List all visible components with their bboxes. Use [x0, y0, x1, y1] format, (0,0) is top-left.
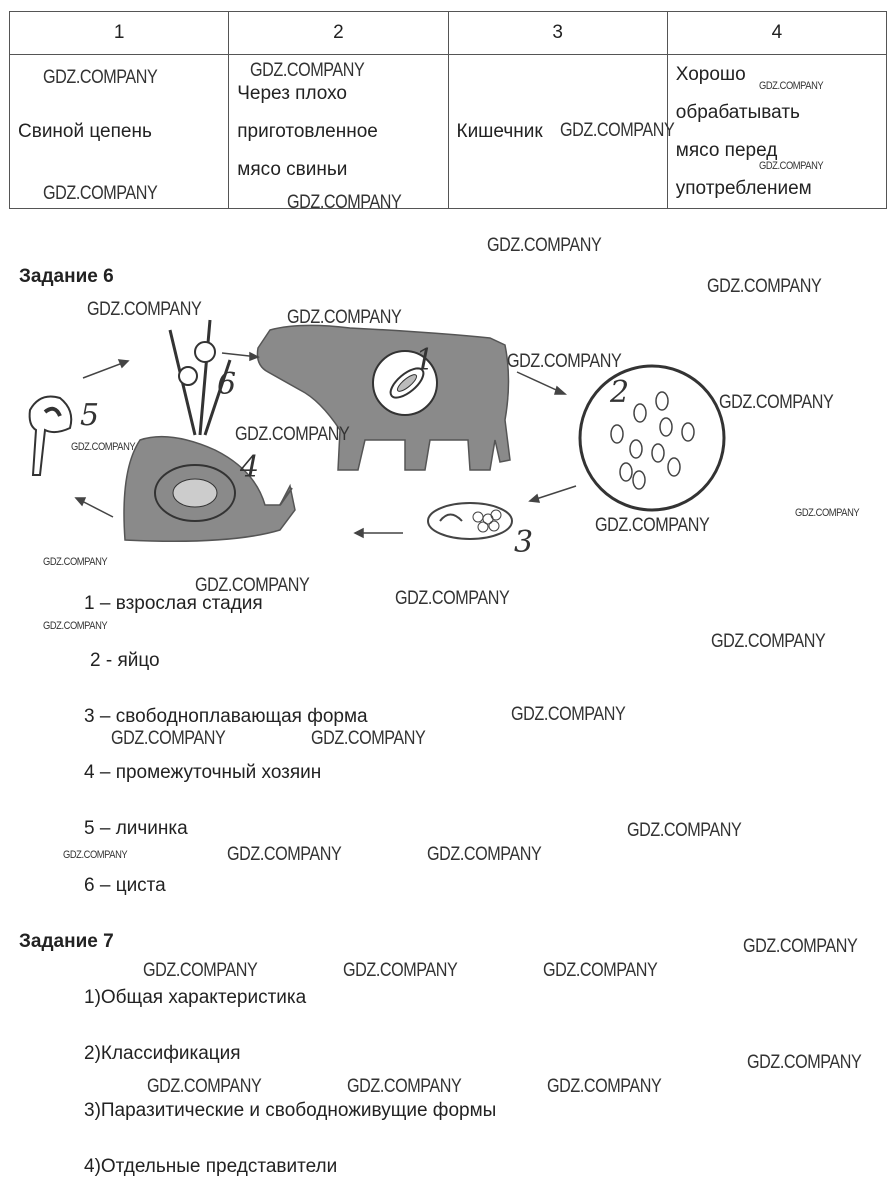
task6-item-2: 2 - яйцо — [90, 650, 160, 671]
watermark: GDZ.COMPANY — [595, 515, 710, 536]
watermark: GDZ.COMPANY — [743, 936, 858, 957]
watermark: GDZ.COMPANY — [227, 844, 342, 865]
cow-illustration — [257, 325, 510, 470]
watermark: GDZ.COMPANY — [195, 575, 310, 596]
fluke-life-cycle-figure — [0, 290, 896, 560]
task7-heading: Задание 7 — [19, 931, 114, 952]
watermark: GDZ.COMPANY — [347, 1076, 462, 1097]
watermark: GDZ.COMPANY — [43, 67, 158, 88]
cell-infection-route: Через плохо приготовленное мясо свиньи — [229, 55, 448, 209]
watermark: GDZ.COMPANY — [287, 307, 402, 328]
table-header-4: 4 — [667, 12, 886, 55]
watermark: GDZ.COMPANY — [63, 849, 128, 861]
figure-label-4: 4 — [240, 450, 260, 485]
free-swimming-form-illustration — [428, 503, 512, 539]
table-header-1: 1 — [10, 12, 229, 55]
watermark: GDZ.COMPANY — [487, 235, 602, 256]
task6-item-5: 5 – личинка — [84, 818, 188, 839]
watermark: GDZ.COMPANY — [795, 507, 860, 519]
watermark: GDZ.COMPANY — [311, 728, 426, 749]
watermark: GDZ.COMPANY — [627, 820, 742, 841]
watermark: GDZ.COMPANY — [87, 299, 202, 320]
watermark: GDZ.COMPANY — [759, 160, 824, 172]
watermark: GDZ.COMPANY — [759, 80, 824, 92]
watermark: GDZ.COMPANY — [43, 556, 108, 568]
watermark: GDZ.COMPANY — [147, 1076, 262, 1097]
watermark: GDZ.COMPANY — [43, 620, 108, 632]
figure-label-6: 6 — [217, 367, 237, 402]
cell-location: Кишечник — [448, 55, 667, 209]
figure-label-1: 1 — [415, 343, 435, 378]
task6-item-4: 4 – промежуточный хозяин — [84, 762, 322, 783]
watermark: GDZ.COMPANY — [747, 1052, 862, 1073]
larva-illustration — [30, 397, 72, 476]
watermark: GDZ.COMPANY — [395, 588, 510, 609]
table-header-3: 3 — [448, 12, 667, 55]
watermark: GDZ.COMPANY — [543, 960, 658, 981]
watermark: GDZ.COMPANY — [427, 844, 542, 865]
watermark: GDZ.COMPANY — [707, 276, 822, 297]
watermark: GDZ.COMPANY — [111, 728, 226, 749]
task7-item-3: 3)Паразитические и свободноживущие формы — [84, 1100, 497, 1121]
figure-label-5: 5 — [80, 398, 100, 433]
figure-label-2: 2 — [610, 375, 630, 410]
task6-heading: Задание 6 — [19, 266, 114, 287]
figure-label-3: 3 — [514, 525, 534, 560]
eggs-illustration — [580, 366, 724, 510]
watermark: GDZ.COMPANY — [711, 631, 826, 652]
task6-item-3: 3 – свободноплавающая форма — [84, 706, 368, 727]
table-header-2: 2 — [229, 12, 448, 55]
watermark: GDZ.COMPANY — [143, 960, 258, 981]
task6-item-6: 6 – циста — [84, 875, 166, 896]
watermark: GDZ.COMPANY — [547, 1076, 662, 1097]
watermark: GDZ.COMPANY — [560, 120, 675, 141]
watermark: GDZ.COMPANY — [719, 392, 834, 413]
cell-prevention: Хорошо обрабатывать мясо перед употреблением — [667, 55, 886, 209]
answer-table — [9, 11, 887, 209]
snail-illustration — [124, 437, 295, 542]
watermark: GDZ.COMPANY — [71, 441, 136, 453]
watermark: GDZ.COMPANY — [235, 424, 350, 445]
watermark: GDZ.COMPANY — [250, 60, 365, 81]
watermark: GDZ.COMPANY — [287, 192, 402, 213]
watermark: GDZ.COMPANY — [43, 183, 158, 204]
task6-item-1: 1 – взрослая стадия — [84, 593, 263, 614]
task7-item-1: 1)Общая характеристика — [84, 987, 307, 1008]
watermark: GDZ.COMPANY — [343, 960, 458, 981]
cell-parasite: Свиной цепень — [10, 55, 229, 209]
watermark: GDZ.COMPANY — [507, 351, 622, 372]
watermark: GDZ.COMPANY — [511, 704, 626, 725]
task7-item-2: 2)Классификация — [84, 1043, 241, 1064]
task7-item-4: 4)Отдельные представители — [84, 1156, 338, 1177]
